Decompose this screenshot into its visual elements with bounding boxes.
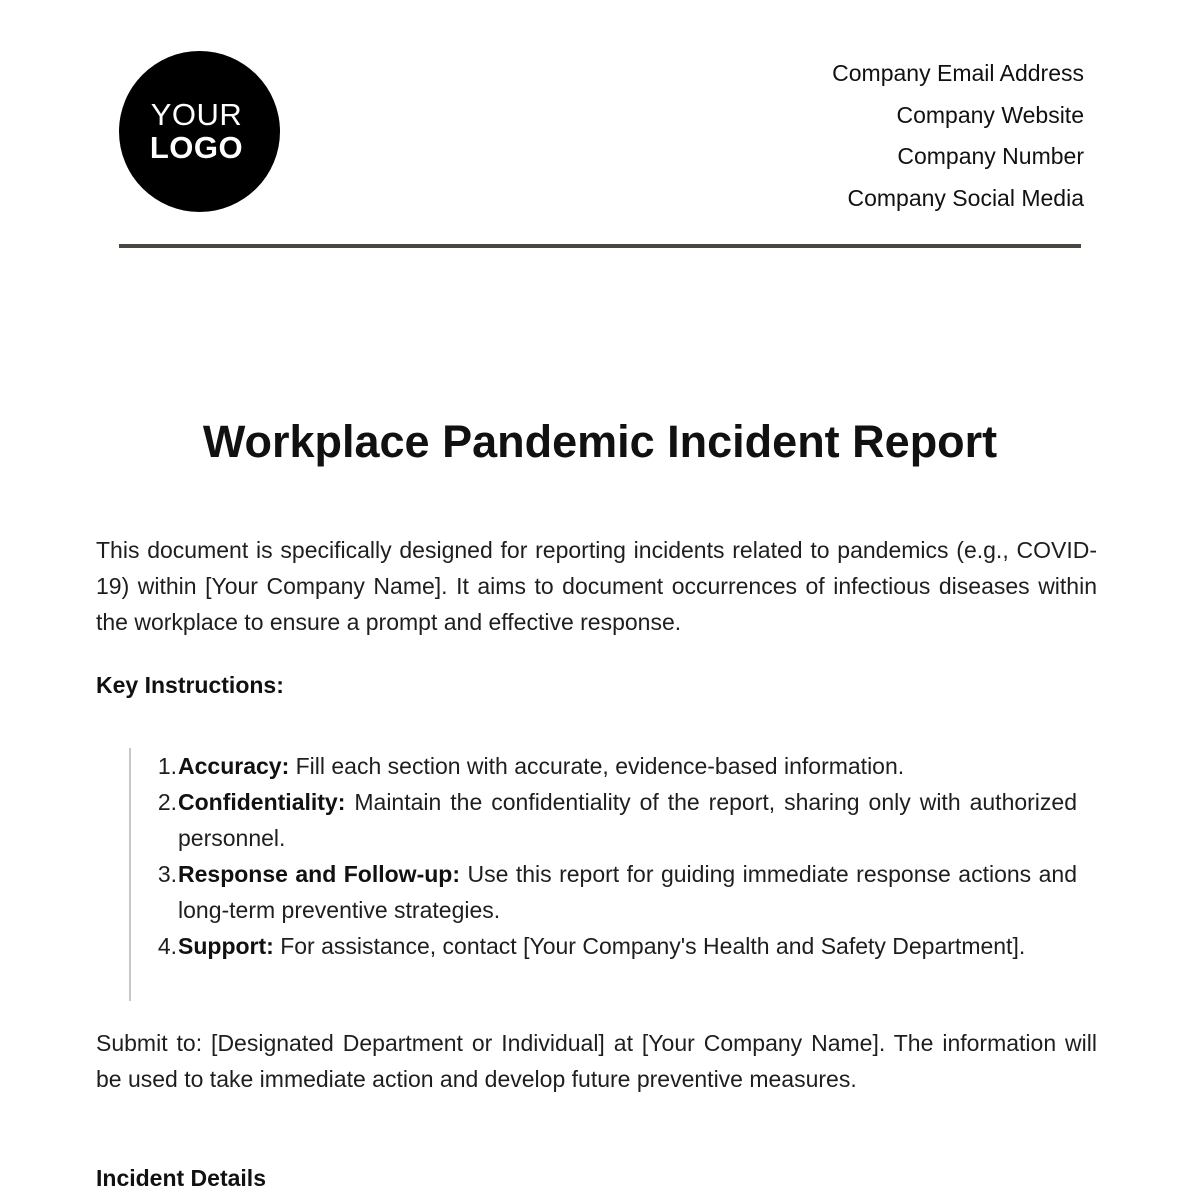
instruction-number: 4.: [157, 933, 177, 959]
instruction-text: Maintain the confidentiality of the report, sharing only with authorized personnel.: [178, 789, 1077, 851]
document-title: Workplace Pandemic Incident Report: [202, 416, 998, 467]
header-divider: [119, 244, 1081, 248]
intro-paragraph: This document is specifically designed for reporting incidents related to pandemics (e.g., COVID-19) within [Your Company Name]. It aims to document occurrences of infectious diseases within the workplace to ensure a prompt and effective response.: [96, 537, 1097, 635]
instruction-number: 2.: [157, 789, 177, 815]
instruction-text: Fill each section with accurate, evidence-based information.: [289, 753, 905, 779]
instruction-number: 1.: [157, 753, 177, 779]
company-email: Company Email Address: [832, 60, 1084, 86]
instruction-number: 3.: [157, 861, 177, 887]
incident-details-heading: Incident Details: [96, 1165, 266, 1191]
company-logo: [119, 51, 280, 212]
company-social-media: Company Social Media: [847, 184, 1084, 211]
instruction-text: Use this report for guiding immediate response actions and long-term preventive strategies.: [178, 861, 1077, 923]
instruction-item: [131, 748, 1077, 784]
instruction-item: [131, 784, 1077, 856]
company-contact-block: [832, 53, 1084, 219]
submit-paragraph: Submit to: [Designated Department or Individual] at [Your Company Name]. The information will be used to take immediate action and develop future preventive measures.: [96, 1030, 1097, 1092]
company-website: Company Website: [896, 101, 1084, 128]
instruction-label: Support:: [178, 933, 274, 959]
logo-line-logo: LOGO: [149, 129, 244, 165]
instruction-label: Confidentiality:: [178, 789, 346, 815]
key-instructions-list: [131, 748, 1077, 964]
instruction-text: For assistance, contact [Your Company's Health and Safety Department].: [273, 933, 1026, 959]
instruction-item: [131, 928, 1077, 964]
instruction-item: [131, 856, 1077, 928]
key-instructions-heading: Key Instructions:: [96, 672, 284, 698]
instruction-label: Accuracy:: [178, 753, 290, 779]
key-instructions-block: [129, 748, 1077, 1001]
company-number: Company Number: [897, 143, 1084, 169]
instruction-label: Response and Follow-up:: [178, 861, 460, 887]
logo-line-your: YOUR: [150, 96, 243, 132]
